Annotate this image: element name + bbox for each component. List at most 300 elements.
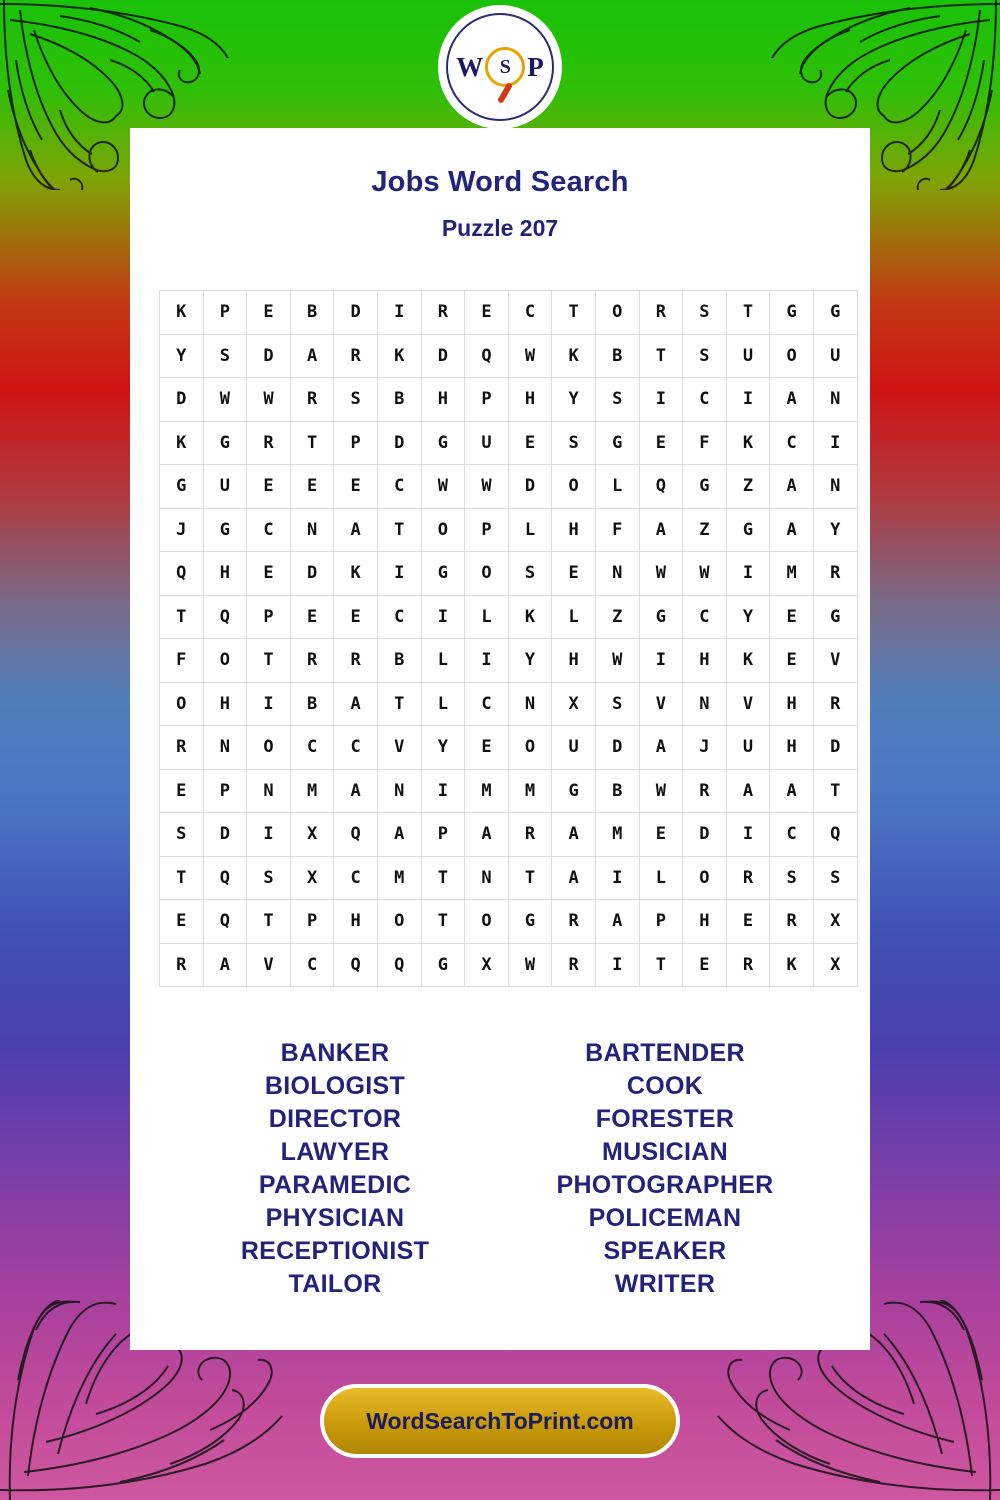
grid-cell[interactable]: G [421,552,465,596]
grid-cell[interactable]: U [203,465,247,509]
grid-cell[interactable]: L [465,595,509,639]
grid-cell[interactable]: O [377,900,421,944]
grid-cell[interactable]: Y [726,595,770,639]
grid-cell[interactable]: T [377,682,421,726]
grid-cell[interactable]: H [334,900,378,944]
grid-cell[interactable]: A [552,856,596,900]
grid-cell[interactable]: N [595,552,639,596]
grid-cell[interactable]: I [813,421,857,465]
grid-cell[interactable]: Q [377,943,421,987]
grid-cell[interactable]: Z [595,595,639,639]
logo-letter-p: P [527,51,544,82]
grid-row [160,813,858,857]
grid-cell[interactable]: A [203,943,247,987]
grid-cell[interactable]: P [203,291,247,335]
grid-cell[interactable]: G [813,595,857,639]
grid-cell[interactable]: F [683,421,727,465]
grid-cell[interactable]: C [770,813,814,857]
grid-cell[interactable]: N [508,682,552,726]
grid-cell[interactable]: N [290,508,334,552]
grid-cell[interactable]: C [247,508,291,552]
grid-cell[interactable]: E [334,595,378,639]
grid-cell[interactable]: R [421,291,465,335]
grid-cell[interactable]: K [334,552,378,596]
grid-cell[interactable]: P [421,813,465,857]
grid-cell[interactable]: L [421,682,465,726]
grid-cell[interactable]: W [203,378,247,422]
grid-cell[interactable]: R [508,813,552,857]
grid-cell[interactable]: W [247,378,291,422]
grid-cell[interactable]: I [595,856,639,900]
website-label: WordSearchToPrint.com [366,1407,634,1434]
grid-cell[interactable]: A [465,813,509,857]
grid-cell[interactable]: Z [726,465,770,509]
grid-cell[interactable]: X [552,682,596,726]
grid-cell[interactable]: W [508,943,552,987]
grid-cell[interactable]: Y [552,378,596,422]
grid-cell[interactable]: R [552,900,596,944]
grid-row [160,769,858,813]
grid-cell[interactable]: O [465,552,509,596]
grid-cell[interactable]: G [203,508,247,552]
puzzle-number: Puzzle 207 [441,215,559,241]
word-list-item[interactable]: MUSICIAN [601,1138,728,1166]
grid-cell[interactable]: R [290,378,334,422]
grid-cell[interactable]: E [247,552,291,596]
logo-letter-s: S [499,55,511,78]
grid-cell[interactable]: G [160,465,204,509]
grid-cell[interactable]: D [508,465,552,509]
grid-cell[interactable]: I [247,813,291,857]
word-list-item[interactable]: PARAMEDIC [258,1171,412,1199]
grid-cell[interactable]: A [334,769,378,813]
grid-cell[interactable]: Y [421,726,465,770]
grid-cell[interactable]: R [290,639,334,683]
grid-cell[interactable]: A [770,465,814,509]
grid-cell[interactable]: C [334,856,378,900]
grid-cell[interactable]: S [203,334,247,378]
grid-cell[interactable]: A [639,508,683,552]
grid-cell[interactable]: C [683,378,727,422]
grid-cell[interactable]: E [726,900,770,944]
grid-cell[interactable]: D [377,421,421,465]
grid-cell[interactable]: T [552,291,596,335]
word-list-column-left [170,1037,500,1301]
grid-cell[interactable]: K [377,334,421,378]
grid-cell[interactable]: K [726,421,770,465]
word-list-item[interactable]: POLICEMAN [588,1204,742,1232]
grid-cell[interactable]: T [726,291,770,335]
grid-cell[interactable]: V [247,943,291,987]
grid-cell[interactable]: G [595,421,639,465]
grid-cell[interactable]: J [160,508,204,552]
grid-cell[interactable]: L [508,508,552,552]
grid-cell[interactable]: Z [683,508,727,552]
grid-cell[interactable]: O [508,726,552,770]
grid-cell[interactable]: H [552,639,596,683]
grid-cell[interactable]: I [639,639,683,683]
grid-cell[interactable]: I [421,769,465,813]
word-list-item[interactable]: BANKER [280,1039,390,1067]
grid-cell[interactable]: R [770,900,814,944]
grid-cell[interactable]: A [770,378,814,422]
grid-cell[interactable]: L [552,595,596,639]
grid-cell[interactable]: C [770,421,814,465]
grid-cell[interactable]: I [465,639,509,683]
word-list-column-right [500,1037,830,1301]
grid-cell[interactable]: Q [203,900,247,944]
grid-cell[interactable]: E [290,595,334,639]
word-list-item[interactable]: BIOLOGIST [264,1072,406,1100]
grid-cell[interactable]: N [813,378,857,422]
grid-row [160,552,858,596]
grid-cell[interactable]: B [377,378,421,422]
grid-cell[interactable]: M [595,813,639,857]
grid-cell[interactable]: C [465,682,509,726]
grid-cell[interactable]: K [770,943,814,987]
grid-cell[interactable]: M [508,769,552,813]
grid-row [160,508,858,552]
grid-cell[interactable]: T [247,639,291,683]
grid-cell[interactable]: C [290,726,334,770]
grid-cell[interactable]: X [290,813,334,857]
grid-cell[interactable]: T [160,595,204,639]
grid-cell[interactable]: W [421,465,465,509]
grid-cell[interactable]: M [465,769,509,813]
grid-cell[interactable]: Q [465,334,509,378]
grid-cell[interactable]: Y [813,508,857,552]
grid-cell[interactable]: D [290,552,334,596]
grid-cell[interactable]: A [377,813,421,857]
grid-cell[interactable]: H [203,552,247,596]
grid-cell[interactable]: A [595,900,639,944]
grid-cell[interactable]: H [770,726,814,770]
grid-cell[interactable]: I [726,552,770,596]
grid-cell[interactable]: E [465,291,509,335]
grid-cell[interactable]: T [508,856,552,900]
grid-cell[interactable]: C [377,595,421,639]
grid-cell[interactable]: O [465,900,509,944]
grid-cell[interactable]: R [334,639,378,683]
grid-cell[interactable]: U [813,334,857,378]
grid-cell[interactable]: G [421,421,465,465]
grid-cell[interactable]: H [508,378,552,422]
grid-cell[interactable]: A [334,508,378,552]
grid-cell[interactable]: E [683,943,727,987]
grid-cell[interactable]: O [247,726,291,770]
grid-cell[interactable]: T [813,769,857,813]
grid-cell[interactable]: C [683,595,727,639]
grid-cell[interactable]: X [813,900,857,944]
grid-cell[interactable]: P [203,769,247,813]
letter-grid-table [159,290,858,987]
grid-cell[interactable]: C [290,943,334,987]
word-list-item[interactable]: DIRECTOR [268,1105,402,1133]
grid-cell[interactable]: K [508,595,552,639]
grid-cell[interactable]: D [683,813,727,857]
grid-cell[interactable]: E [247,291,291,335]
grid-cell[interactable]: L [595,465,639,509]
grid-cell[interactable]: V [377,726,421,770]
grid-cell[interactable]: Y [508,639,552,683]
grid-cell[interactable]: N [247,769,291,813]
grid-cell[interactable]: K [726,639,770,683]
grid-cell[interactable]: G [813,291,857,335]
grid-cell[interactable]: O [203,639,247,683]
grid-cell[interactable]: D [813,726,857,770]
grid-cell[interactable]: A [726,769,770,813]
grid-cell[interactable]: E [465,726,509,770]
grid-cell[interactable]: B [290,682,334,726]
word-list-item[interactable]: WRITER [614,1270,716,1298]
grid-cell[interactable]: H [203,682,247,726]
grid-cell[interactable]: O [552,465,596,509]
grid-cell[interactable]: Q [334,943,378,987]
grid-cell[interactable]: R [552,943,596,987]
grid-cell[interactable]: S [813,856,857,900]
word-list-item[interactable]: SPEAKER [603,1237,727,1265]
grid-cell[interactable]: I [247,682,291,726]
word-list-item[interactable]: COOK [626,1072,704,1100]
grid-cell[interactable]: P [290,900,334,944]
grid-cell[interactable]: K [160,421,204,465]
grid-cell[interactable]: I [595,943,639,987]
grid-cell[interactable]: W [639,769,683,813]
logo-letter-w: W [456,51,484,82]
grid-cell[interactable]: V [639,682,683,726]
grid-cell[interactable]: U [726,334,770,378]
word-list-item[interactable]: PHOTOGRAPHER [556,1171,774,1199]
grid-cell[interactable]: G [639,595,683,639]
grid-cell[interactable]: L [421,639,465,683]
grid-cell[interactable]: W [465,465,509,509]
grid-cell[interactable]: O [421,508,465,552]
grid-cell[interactable]: S [247,856,291,900]
grid-cell[interactable]: E [160,769,204,813]
grid-row [160,682,858,726]
grid-cell[interactable]: A [290,334,334,378]
site-logo [441,8,559,126]
grid-cell[interactable]: P [465,508,509,552]
grid-cell[interactable]: M [770,552,814,596]
grid-cell[interactable]: C [334,726,378,770]
grid-cell[interactable]: H [421,378,465,422]
magnifier-handle-icon [497,82,513,104]
grid-cell[interactable]: W [508,334,552,378]
grid-cell[interactable]: R [683,769,727,813]
grid-cell[interactable]: T [247,900,291,944]
grid-row [160,900,858,944]
grid-cell[interactable]: T [639,334,683,378]
grid-cell[interactable]: S [334,378,378,422]
grid-cell[interactable]: E [770,595,814,639]
grid-cell[interactable]: N [813,465,857,509]
word-list [170,1037,830,1301]
grid-cell[interactable]: R [247,421,291,465]
grid-cell[interactable]: Y [160,334,204,378]
grid-cell[interactable]: Q [160,552,204,596]
grid-cell[interactable]: T [421,856,465,900]
grid-cell[interactable]: D [247,334,291,378]
grid-row [160,595,858,639]
grid-cell[interactable]: M [290,769,334,813]
word-list-item[interactable]: RECEPTIONIST [240,1237,430,1265]
grid-cell[interactable]: W [683,552,727,596]
grid-cell[interactable]: F [160,639,204,683]
grid-cell[interactable]: R [726,943,770,987]
grid-cell[interactable]: R [639,291,683,335]
grid-cell[interactable]: Q [334,813,378,857]
grid-cell[interactable]: I [377,552,421,596]
grid-cell[interactable]: R [334,334,378,378]
word-list-item[interactable]: TAILOR [288,1270,382,1298]
page-title: Jobs Word Search [371,166,629,198]
grid-cell[interactable]: O [160,682,204,726]
grid-cell[interactable]: P [639,900,683,944]
grid-cell[interactable]: X [813,943,857,987]
grid-cell[interactable]: H [683,900,727,944]
grid-cell[interactable]: H [770,682,814,726]
grid-cell[interactable]: G [203,421,247,465]
grid-cell[interactable]: A [552,813,596,857]
grid-cell[interactable]: R [160,726,204,770]
grid-cell[interactable]: F [595,508,639,552]
grid-cell[interactable]: A [334,682,378,726]
grid-cell[interactable]: M [377,856,421,900]
magnifier-icon [485,47,525,87]
grid-cell[interactable]: E [639,421,683,465]
grid-cell[interactable]: V [813,639,857,683]
grid-cell[interactable]: I [377,291,421,335]
grid-cell[interactable]: S [770,856,814,900]
grid-cell[interactable]: E [247,465,291,509]
grid-row [160,639,858,683]
grid-cell[interactable]: O [770,334,814,378]
grid-cell[interactable]: E [639,813,683,857]
grid-row [160,334,858,378]
grid-cell[interactable]: T [160,856,204,900]
grid-cell[interactable]: Q [203,595,247,639]
grid-cell[interactable]: D [203,813,247,857]
grid-cell[interactable]: R [813,682,857,726]
grid-cell[interactable]: J [683,726,727,770]
grid-cell[interactable]: B [595,334,639,378]
grid-cell[interactable]: A [770,769,814,813]
grid-cell[interactable]: E [290,465,334,509]
grid-cell[interactable]: S [683,291,727,335]
grid-cell[interactable]: S [595,682,639,726]
word-list-item[interactable]: FORESTER [595,1105,735,1133]
grid-cell[interactable]: N [465,856,509,900]
grid-cell[interactable]: S [160,813,204,857]
grid-cell[interactable]: W [639,552,683,596]
grid-cell[interactable]: P [334,421,378,465]
grid-cell[interactable]: N [203,726,247,770]
grid-cell[interactable]: G [770,291,814,335]
word-search-grid [159,290,841,987]
word-list-item[interactable]: LAWYER [280,1138,390,1166]
grid-cell[interactable]: E [770,639,814,683]
website-badge[interactable] [320,1384,680,1458]
grid-cell[interactable]: D [160,378,204,422]
grid-cell[interactable]: N [377,769,421,813]
grid-cell[interactable]: A [770,508,814,552]
grid-cell[interactable]: G [683,465,727,509]
grid-cell[interactable]: C [508,291,552,335]
grid-cell[interactable]: G [552,769,596,813]
grid-cell[interactable]: S [552,421,596,465]
logo-circle [446,13,554,121]
grid-cell[interactable]: O [595,291,639,335]
grid-cell[interactable]: P [465,378,509,422]
grid-cell[interactable]: W [595,639,639,683]
grid-cell[interactable]: D [595,726,639,770]
grid-cell[interactable]: H [552,508,596,552]
grid-cell[interactable]: D [421,334,465,378]
word-list-item[interactable]: PHYSICIAN [265,1204,405,1232]
grid-cell[interactable]: V [726,682,770,726]
grid-cell[interactable]: B [595,769,639,813]
grid-cell[interactable]: G [726,508,770,552]
grid-cell[interactable]: U [726,726,770,770]
grid-cell[interactable]: T [377,508,421,552]
grid-cell[interactable]: S [508,552,552,596]
grid-row [160,856,858,900]
grid-cell[interactable]: B [377,639,421,683]
grid-cell[interactable]: R [813,552,857,596]
grid-cell[interactable]: Q [203,856,247,900]
grid-cell[interactable]: C [377,465,421,509]
grid-cell[interactable]: R [160,943,204,987]
grid-cell[interactable]: I [421,595,465,639]
grid-cell[interactable]: X [465,943,509,987]
grid-cell[interactable]: R [726,856,770,900]
grid-cell[interactable]: U [552,726,596,770]
grid-cell[interactable]: I [639,378,683,422]
grid-cell[interactable]: K [552,334,596,378]
grid-cell[interactable]: E [160,900,204,944]
grid-cell[interactable]: S [683,334,727,378]
grid-cell[interactable]: L [639,856,683,900]
grid-cell[interactable]: H [683,639,727,683]
grid-cell[interactable]: Q [813,813,857,857]
grid-cell[interactable]: K [160,291,204,335]
grid-cell[interactable]: D [334,291,378,335]
grid-cell[interactable]: E [552,552,596,596]
grid-cell[interactable]: X [290,856,334,900]
grid-cell[interactable]: T [290,421,334,465]
grid-cell[interactable]: O [683,856,727,900]
grid-cell[interactable]: T [421,900,465,944]
grid-row [160,465,858,509]
grid-cell[interactable]: U [465,421,509,465]
grid-cell[interactable]: S [595,378,639,422]
grid-cell[interactable]: E [508,421,552,465]
grid-cell[interactable]: A [639,726,683,770]
grid-cell[interactable]: T [639,943,683,987]
word-list-item[interactable]: BARTENDER [585,1039,745,1067]
grid-cell[interactable]: E [334,465,378,509]
grid-cell[interactable]: B [290,291,334,335]
grid-cell[interactable]: I [726,378,770,422]
grid-cell[interactable]: N [683,682,727,726]
grid-cell[interactable]: G [421,943,465,987]
grid-cell[interactable]: G [508,900,552,944]
grid-cell[interactable]: P [247,595,291,639]
grid-cell[interactable]: Q [639,465,683,509]
grid-row [160,378,858,422]
grid-cell[interactable]: I [726,813,770,857]
